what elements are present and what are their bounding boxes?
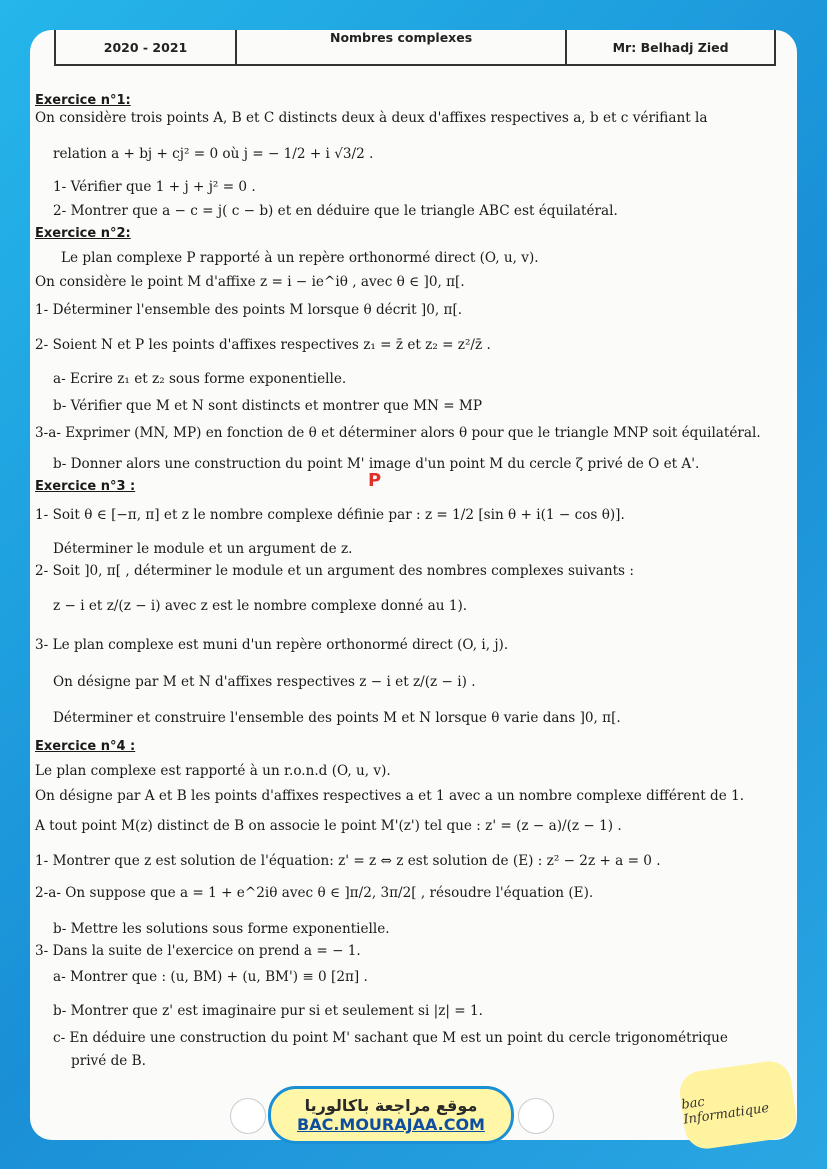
ex4-line11: privé de B. [71,1053,146,1069]
header-title: Nombres complexes [237,30,567,64]
ex4-line3: A tout point M(z) distinct de B on associe le point M'(z') tel que : z' = (z − a)/(z − 1) . [35,818,622,834]
ex2-line7: 3-a- Exprimer (MN, MP) en fonction de θ et déterminer alors θ pour que le triangle MNP soit équilatéral. [35,425,761,441]
ex3-line6: On désigne par M et N d'affixes respectives z − i et z/(z − i) . [53,674,476,690]
ex1-line3: 1- Vérifier que 1 + j + j² = 0 . [53,179,256,195]
left-logo-icon [230,1098,266,1134]
ex4-line1: Le plan complexe est rapporté à un r.o.n.d (O, u, v). [35,763,391,779]
header-teacher: Mr: Belhadj Zied [612,39,729,55]
ex3-title: Exercice n°3 : [35,479,136,494]
ex4-line5: 2-a- On suppose que a = 1 + e^2iθ avec θ ∈ ]π/2, 3π/2[ , résoudre l'équation (E). [35,885,594,901]
ex1-line1: On considère trois points A, B et C distincts deux à deux d'affixes respectives a, b et c vérifiant la [35,110,708,126]
footer-arabic: موقع مراجعة باكالوريا [304,1096,478,1115]
ex4-line2: On désigne par A et B les points d'affixes respectives a et 1 avec a un nombre complexe différent de 1. [35,788,745,804]
ex3-line4: z − i et z/(z − i) avec z est le nombre complexe donné au 1). [53,598,468,614]
right-logo-icon [518,1098,554,1134]
ex2-line2: On considère le point M d'affixe z = i − ie^iθ , avec θ ∈ ]0, π[. [35,274,465,290]
header-year: 2020 - 2021 [56,30,237,64]
ex4-line4: 1- Montrer que z est solution de l'équation: z' = z ⇔ z est solution de (E) : z² − 2z + a = 0 . [35,853,661,869]
ex3-line3: 2- Soit ]0, π[ , déterminer le module et un argument des nombres complexes suivants : [35,563,634,579]
ex2-line3: 1- Déterminer l'ensemble des points M lorsque θ décrit ]0, π[. [35,302,463,318]
bac-informatique-badge: bac Informatique [677,1059,799,1152]
ex3-line5: 3- Le plan complexe est muni d'un repère orthonormé direct (O, i, j). [35,637,509,653]
ex1-title: Exercice n°1: [35,93,131,108]
ex4-line7: 3- Dans la suite de l'exercice on prend a = − 1. [35,943,361,959]
ex4-line6: b- Mettre les solutions sous forme exponentielle. [53,921,390,937]
ex1-line2: relation a + bj + cj² = 0 où j = − 1/2 + i √3/2 . [53,146,374,162]
ex4-line8: a- Montrer que : (u, BM) + (u, BM') ≡ 0 [2π] . [53,969,368,985]
ex4-line10: c- En déduire une construction du point M' sachant que M est un point du cercle trigonométrique [53,1030,728,1046]
footer-banner[interactable] [268,1086,514,1144]
footer-url-link[interactable]: BAC.MOURAJAA.COM [297,1115,485,1134]
ex2-line8: b- Donner alors une construction du point M' image d'un point M du cercle ζ privé de O et A'. [53,456,700,472]
ex3-line2: Déterminer le module et un argument de z. [53,541,353,557]
ex2-title: Exercice n°2: [35,226,131,241]
ex3-line1: 1- Soit θ ∈ [−π, π] et z le nombre complexe définie par : z = 1/2 [sin θ + i(1 − cos θ)]. [35,507,625,523]
ex2-line1: Le plan complexe P rapporté à un repère orthonormé direct (O, u, v). [61,250,539,266]
ex2-line5: a- Ecrire z₁ et z₂ sous forme exponentielle. [53,371,347,387]
ex4-line9: b- Montrer que z' est imaginaire pur si et seulement si |z| = 1. [53,1003,483,1019]
header-table [54,30,776,66]
ex2-line4: 2- Soient N et P les points d'affixes respectives z₁ = z̄ et z₂ = z²/z̄ . [35,337,491,353]
ex1-line4: 2- Montrer que a − c = j( c − b) et en déduire que le triangle ABC est équilatéral. [53,203,618,219]
handwritten-annotation: P [368,470,382,491]
ex2-line6: b- Vérifier que M et N sont distincts et montrer que MN = MP [53,398,482,414]
ex4-title: Exercice n°4 : [35,739,136,754]
ex3-line7: Déterminer et construire l'ensemble des points M et N lorsque θ varie dans ]0, π[. [53,710,621,726]
